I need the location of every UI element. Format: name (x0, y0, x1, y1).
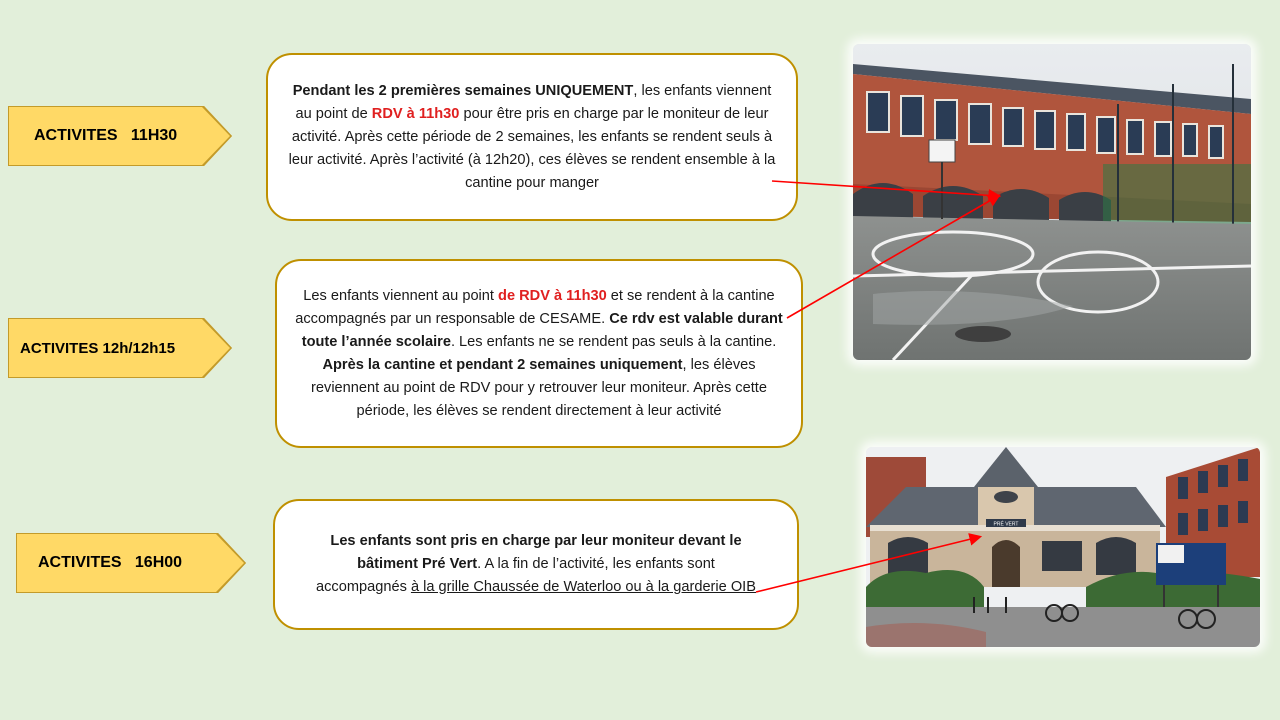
rdv-highlight: RDV à 11h30 (371, 105, 460, 122)
pre-vert-building-photo (866, 447, 1260, 647)
activity-tag-label: ACTIVITES 16H00 (38, 554, 183, 571)
info-span: , les enfants viennent au point de (295, 82, 772, 122)
building-illustration (866, 447, 1260, 647)
activity-tag-1130 (8, 106, 232, 166)
info-box-12h (275, 259, 803, 448)
info-text (286, 80, 778, 195)
info-underline: à la grille Chaussée de Waterloo ou à la garderie OIB (410, 579, 756, 595)
info-span: pour être pris en charge par le moniteur de leur activité. Après cette période de 2 semaines, les enfants se rendent seuls à leur activité. Après l’activité (à 12h20), ces élèves se rendent ensemble à la cantine pour manger (288, 105, 776, 191)
building-sign-text: PRÉ VERT (993, 521, 1019, 528)
info-span: , les élèves reviennent au point de RDV pour y retrouver leur moniteur. Après cette période, les élèves se rendent directement à leur activité (311, 356, 767, 419)
activity-tag-label: ACTIVITES 11H30 (34, 127, 178, 144)
activity-tag-label: ACTIVITES 12h/12h15 (20, 339, 176, 357)
info-box-1600 (273, 499, 799, 630)
courtyard-illustration (853, 44, 1251, 360)
info-span: . Les enfants ne se rendent pas seuls à la cantine. (450, 333, 777, 350)
info-span: . A la fin de l’activité, les enfants sont accompagnés (316, 556, 715, 595)
info-text (315, 530, 757, 599)
info-box-1130 (266, 53, 798, 221)
activity-tag-1600 (16, 533, 246, 593)
info-bold: Après la cantine et pendant 2 semaines uniquement (322, 356, 683, 373)
activity-tag-12h (8, 318, 232, 378)
info-bold: Ce rdv est valable durant toute l’année scolaire (301, 310, 783, 350)
info-span: et se rendent à la cantine accompagnés par un responsable de CESAME. (295, 287, 775, 327)
rdv-highlight: de RDV à 11h30 (498, 287, 607, 304)
info-bold: Les enfants sont pris en charge par leur moniteur devant le bâtiment Pré Vert (330, 533, 742, 572)
info-text (295, 285, 783, 423)
school-courtyard-photo (853, 44, 1251, 360)
info-bold: Pendant les 2 premières semaines UNIQUEMENT (292, 82, 634, 99)
info-span: Les enfants viennent au point (303, 287, 499, 304)
